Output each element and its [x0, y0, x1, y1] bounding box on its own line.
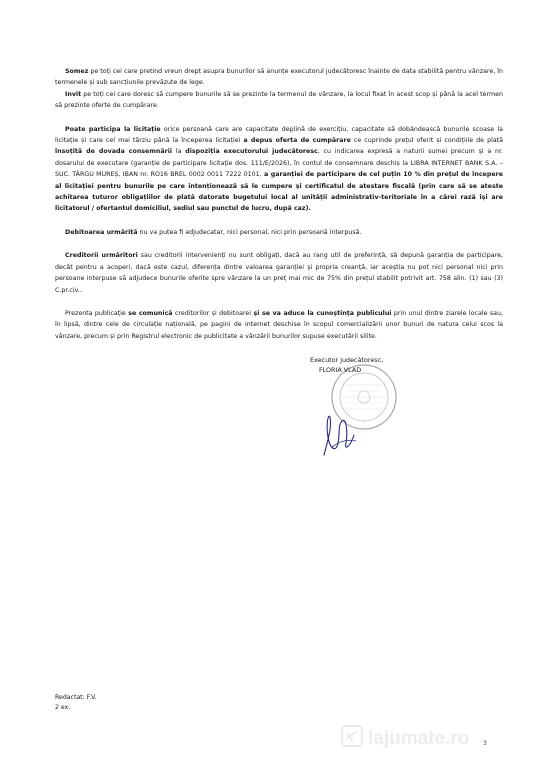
paragraph-somez: [55, 66, 503, 89]
footer-note: [55, 693, 97, 713]
participa-lead: Poate participa la licitație: [65, 125, 161, 133]
participa-text-2: ce cuprinde prețul oferit și condițiile de plată: [350, 137, 504, 145]
prezenta-bold-2: și se va aduce la cunoștința publicului: [253, 309, 392, 317]
paragraph-invit: [55, 89, 503, 112]
prezenta-text-2: creditorilor și debitoarei: [172, 309, 254, 317]
somez-lead: Somez: [65, 68, 89, 75]
participa-bold-2: însoțită de dovada consemnării: [55, 148, 173, 156]
debitoarea-text: nu va putea fi adjudecatar, nici personal, nici prin persoană interpusă.: [137, 228, 362, 236]
paragraph-creditorii: [55, 250, 503, 296]
debitoarea-lead: Debitoarea urmărită: [65, 228, 138, 236]
prezenta-bold-1: se comunică: [128, 309, 173, 317]
signature-name: FLORIA VLAD: [319, 366, 362, 374]
redactat-label: Redactat: F.V.: [55, 694, 97, 701]
somez-text: pe toți cei care pretind vreun drept asupra bunurilor să anunțe executorul judecătoresc înainte de data stabilită pentru vânzare, în termenele și sub sancțiunile prevăzute de lege.: [55, 68, 503, 87]
creditorii-text: sau creditorii intervenienți nu sunt obligați, dacă au rang util de preferință, să depună garanția de participare, decât pentru a acoperi, dacă este cazul, diferența dintre valoarea garanției și propria creanță, iar aceștia nu pot nici personal nici prin persoane interpuse să adjudece bunurile oferite spre vânzare la un preț mai mic de 75% din prețul stabilit potrivit art. 758 alin. (1) sau (3) C.pr.civ..: [55, 252, 503, 294]
paragraph-participa: [55, 124, 503, 215]
invit-lead: Invit: [65, 90, 82, 98]
participa-text-4: , cu indicarea expresă a naturii sumei precum și a nr. dosarului de executare (garanție de participare licitație dos. 111/E/2026), în contul de consemnare deschis la LIBRA INTERNET BANK S.A. – SUC. TÂRGU MUREȘ, IBAN nr. RO16 BREL 0002 0011 7222 0101,: [55, 148, 504, 179]
lajumate-watermark: [340, 722, 510, 752]
signature-block: [302, 355, 422, 475]
prezenta-text-3: prin unul dintre ziarele locale sau, în lipsă, dintre cele de circulație națională, pe pagini de internet deschise în scopul comercializării unor bunuri de natura celui scos la vânzare, precum și prin Registrul electronic de publicitate a vânzării bunurilor supuse executării silite.: [55, 309, 503, 340]
document-body: [55, 66, 503, 342]
participa-bold-1: a depus oferta de cumpărare: [243, 137, 351, 145]
prezenta-text-1: Prezenta publicație: [65, 309, 129, 317]
participa-bold-3: dispoziția executorului judecătoresc: [185, 148, 318, 156]
invit-text: pe toți cei care doresc să cumpere bunurile să se prezinte la termenul de vânzare, la locul fixat în acest scop și până la acel termen să prezinte oferte de cumpărare.: [55, 90, 503, 110]
participa-text-3: la: [172, 148, 186, 156]
paragraph-debitoarea: [55, 227, 503, 238]
signature-title: Executor judecătoresc,: [310, 356, 384, 364]
copies-label: 2 ex.: [55, 704, 71, 711]
participa-bold-4: a garanției de participare de cel puțin 10 % din prețul de începere al licitației pentru bunurile pe care intenționează să le cumpere și certificatul de atestare fiscală (prin care să se ateste achitarea tuturor obligațiilor de plată datorate bugetului local al unității administrativ-teritoriale în a cărei rază își are licitatorul / ofertantul domiciliul, sediul sau punctul de lucru, după caz).: [55, 171, 503, 213]
paragraph-prezenta: [55, 308, 503, 342]
watermark-text: lajumate.ro: [368, 728, 470, 749]
creditorii-lead: Creditorii urmăritori: [65, 252, 138, 260]
page-number: 3: [483, 740, 487, 747]
participa-text-1: orice persoană care are capacitate deplină de exercițiu, capacitate să dobândească bunurile scoase la licitație și care cel mai târziu până la începerea licitației: [55, 125, 503, 145]
